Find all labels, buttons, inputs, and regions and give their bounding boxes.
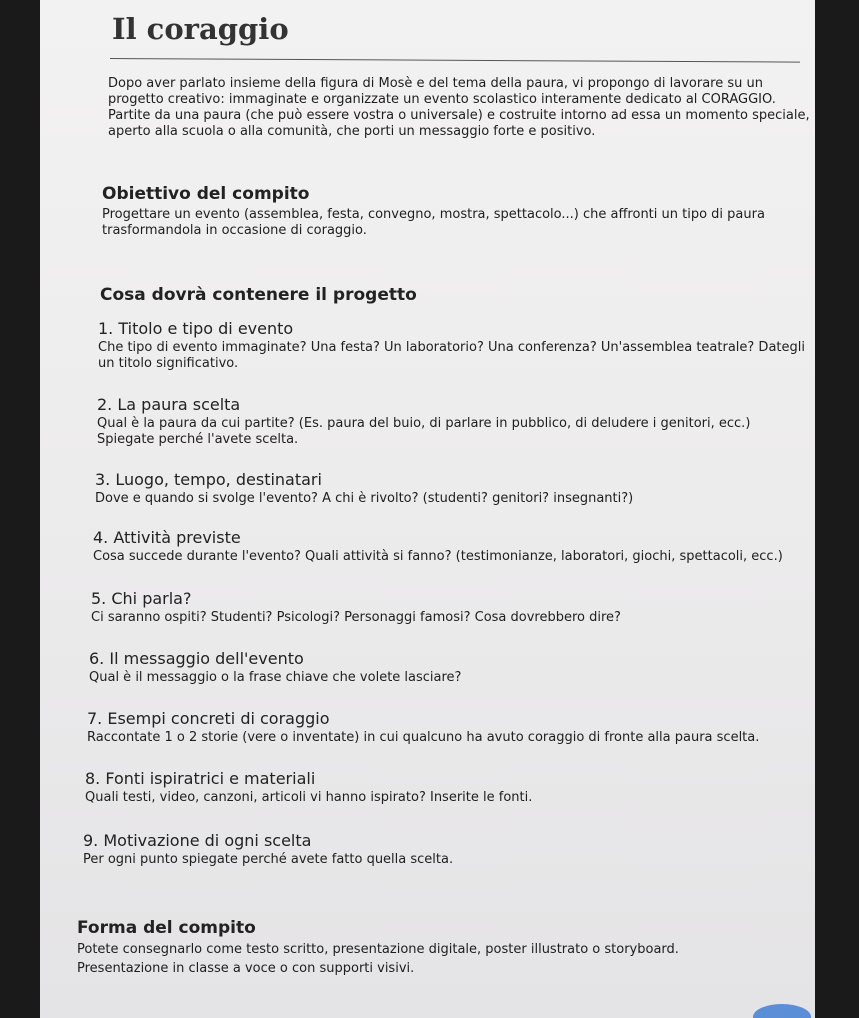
partial-button-edge <box>753 1004 811 1018</box>
item-title: 2. La paura scelta <box>97 395 241 414</box>
document-page <box>40 0 815 1018</box>
item-title: 9. Motivazione di ogni scelta <box>83 831 312 850</box>
list-item <box>87 709 813 746</box>
section-obiettivo <box>102 184 802 239</box>
list-item <box>91 589 811 626</box>
item-text: Ci saranno ospiti? Studenti? Psicologi? Personaggi famosi? Cosa dovrebbero dire? <box>91 610 621 625</box>
item-text: Quali testi, video, canzoni, articoli vi hanno ispirato? Inserite le fonti. <box>85 790 533 805</box>
list-item <box>89 649 809 686</box>
list-item <box>83 831 809 868</box>
item-title: 7. Esempi concreti di coraggio <box>87 709 330 728</box>
item-text: Che tipo di evento immaginate? Una festa? Un laboratorio? Una conferenza? Un'assemblea teatrale? Dategli un titolo significativo. <box>98 340 805 371</box>
list-item <box>93 528 813 565</box>
item-title: 4. Attività previste <box>93 528 241 547</box>
list-item <box>98 319 810 372</box>
item-text: Cosa succede durante l'evento? Quali attività si fanno? (testimonianze, laboratori, giochi, spettacoli, ecc.) <box>93 549 783 564</box>
item-text: Qual è la paura da cui partite? (Es. paura del buio, di parlare in pubblico, di deludere i genitori, ecc.) Spiegate perché l'avete scelta. <box>97 416 751 447</box>
item-text: Per ogni punto spiegate perché avete fatto quella scelta. <box>83 852 454 867</box>
section-forma <box>77 918 812 977</box>
section-text: Potete consegnarlo come testo scritto, presentazione digitale, poster illustrato o storyboard. <box>77 942 679 957</box>
section-heading: Cosa dovrà contenere il progetto <box>100 285 417 305</box>
page-title: Il coraggio <box>112 12 289 46</box>
section-text: Progettare un evento (assemblea, festa, convegno, mostra, spettacolo...) che affronti un tipo di paura trasformandola in occasione di coraggio. <box>102 207 765 238</box>
item-title: 6. Il messaggio dell'evento <box>89 649 304 668</box>
intro-paragraph: Dopo aver parlato insieme della figura di Mosè e del tema della paura, vi propongo di lavorare su un progetto creativo: immaginate e organizzate un evento scolastico interamente dedicato al CORAGGIO. Partite da una paura (che può essere vostra o universale) e costruite intorno ad essa un momento speciale, aperto alla scuola o alla comunità, che porti un messaggio forte e positivo. <box>108 76 810 139</box>
item-title: 3. Luogo, tempo, destinatari <box>95 470 322 489</box>
section-text: Presentazione in classe a voce o con supporti visivi. <box>77 961 415 976</box>
item-title: 5. Chi parla? <box>91 589 192 608</box>
section-heading: Forma del compito <box>77 918 256 938</box>
section-heading: Obiettivo del compito <box>102 184 310 204</box>
item-title: 8. Fonti ispiratrici e materiali <box>85 769 316 788</box>
title-divider <box>110 58 800 63</box>
section-contenuto <box>100 285 800 305</box>
item-text: Dove e quando si svolge l'evento? A chi è rivolto? (studenti? genitori? insegnanti?) <box>95 491 634 506</box>
item-text: Raccontate 1 o 2 storie (vere o inventate) in cui qualcuno ha avuto coraggio di fronte alla paura scelta. <box>87 730 760 745</box>
item-text: Qual è il messaggio o la frase chiave che volete lasciare? <box>89 670 462 685</box>
item-title: 1. Titolo e tipo di evento <box>98 319 294 338</box>
list-item <box>95 470 810 507</box>
list-item <box>97 395 809 448</box>
list-item <box>85 769 811 806</box>
